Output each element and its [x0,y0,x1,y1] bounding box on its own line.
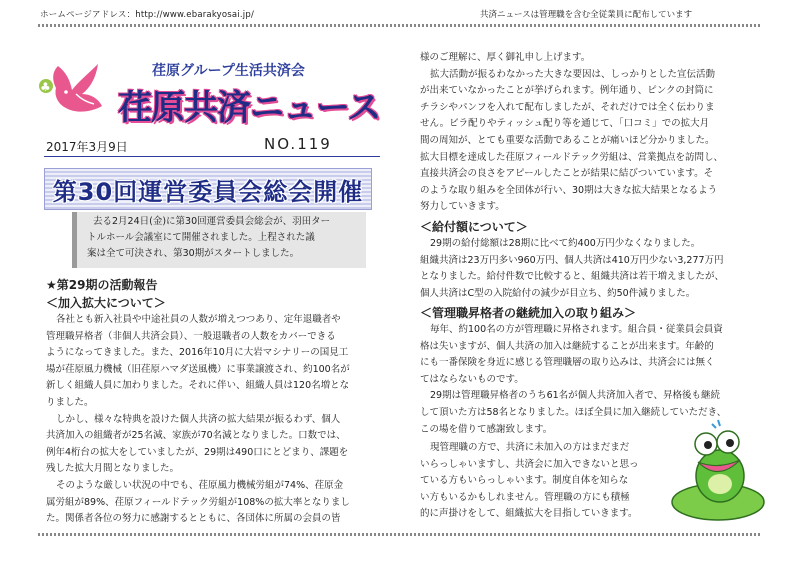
paragraph-membership [46,312,376,528]
bottom-divider [38,533,760,536]
text-line: して頂いた方は58名となりました。ほぼ全員に加入継続していただき、 [420,406,727,418]
text-line: りました。 [46,396,94,408]
paragraph-closing [420,440,670,523]
text-line: せん。ビラ配りやティッシュ配り等を通じて、「口コミ」での拡大月 [420,118,710,130]
issue-number: NO.119 [264,135,332,153]
text-line: 29期の給付総額は28期に比べて約400万円少なくなりました。 [430,238,701,249]
top-divider [38,24,760,27]
text-line: 努力していきます。 [420,201,505,213]
text-line: 共済加入の組織者が25名減、家族が70名減となりました。口数では、 [46,430,346,442]
text-line: となりました。給付件数で比較すると、組織共済は若干増えましたが、 [420,271,725,283]
notice-box [72,212,366,268]
text-line: 間の周知が、とても重要な活動であることが痛いほど分かりました。 [420,134,715,146]
text-line: 直接共済会の良さをアピールしたことが結果に結びついています。そ [420,168,714,180]
distribution-note: 共済ニュースは管理職を含む全従業員に配布しています [480,10,693,20]
text-line: そのような厳しい状況の中でも、荏原風力機械労組が74%、荏原金 [56,479,344,491]
text-line: 残した拡大月間となりました。 [46,463,180,475]
text-line: 的に声掛けをして、組織拡大を目指していきます。 [420,508,638,520]
subheading-benefits: ＜給付額について＞ [420,220,528,234]
text-line: この場を借りて感謝致します。 [420,423,553,435]
text-line: 新しく組織人員に加わりました。それに伴い、組織人員は120名増とな [46,380,350,392]
frog-illustration-icon [668,418,768,526]
section-heading: ★第29期の活動報告 [46,278,158,292]
text-line: 例年4桁台の拡大をしていましたが、29期は490口にとどまり、課題を [46,446,349,458]
subheading-managers: ＜管理職昇格者の継続加入の取り組み＞ [420,306,637,320]
paragraph-benefits [420,236,770,302]
text-line: 毎年、約100名の方が管理職に昇格されます。組合員・従業員会員資 [430,324,723,335]
text-line: にも一番保険を身近に感じる管理職層の取り込みは、共済会には無く [420,357,715,369]
text-line: 拡大活動が振るわなかった大きな要因は、しっかりとした宣伝活動 [430,68,716,80]
text-line: いらっしゃいますし、共済会に加入できないと思っ [420,458,639,470]
notice-line: トルホール会議室にて開催されました。上程された議 [87,232,315,243]
text-line: チラシやパンフを入れて配布しましたが、それだけでは全く伝わりま [420,101,715,113]
text-line: しかし、様々な特典を設けた個人共済の拡大結果が振るわず、個人 [56,413,341,425]
subheading-membership: ＜加入拡大について＞ [46,296,166,310]
headline-banner [44,168,372,210]
homepage-address: ホームページアドレス：http://www.ebarakyosai.jp/ [40,10,255,20]
text-line: 格は失いますが、個人共済の加入は継続することが出来ます。年齢的 [420,340,714,352]
text-line: ようになってきました。また、2016年10月に大岩マシナリーの国見工 [46,347,349,359]
issue-date: 2017年3月9日 [46,140,128,154]
headline-text: 第30回運営委員会総会開催 [52,177,364,206]
text-line: のような取り組みを全団体が行い、30期は大きな拡大結果となるよう [420,184,718,196]
text-line: ている方もいらっしゃいます。制度自体を知らな [420,475,629,487]
text-line: てはならないものです。 [420,373,524,385]
notice-line: 去る2月24日(金)に第30回運営委員会総会が、羽田ター [93,216,331,227]
paragraph-continued [420,50,770,216]
text-line: 現管理職の方で、共済に未加入の方はまだまだ [430,442,630,453]
text-line: が出来ていなかったことが挙げられます。例年通り、ピンクの封筒に [420,85,714,97]
text-line: 管理職昇格者（非個人共済会員）、一般退職者の人数をカバーできる [46,330,336,342]
text-line: い方もいるかもしれません。管理職の方にも積極 [420,491,630,503]
text-line: 各社とも新入社員や中途社員の人数が増えつつあり、定年退職者や [56,314,341,325]
text-line: 29期は管理職昇格者のうち61名が個人共済加入者で、昇格後も継続 [430,390,720,402]
text-line: た。関係者各位の努力に感謝するとともに、各団体に所属の会員の皆 [46,513,341,525]
masthead-underline [44,156,380,157]
organization-name: 荏原グループ生活共済会 [152,63,305,79]
text-line: 個人共済はC型の入院給付の減少が目立ち、約50件減りました。 [420,287,696,299]
bird-logo-icon [36,58,120,120]
text-line: 組織共済は23万円多い960万円、個人共済は410万円少ない3,277万円 [420,254,724,266]
notice-line: 案は全て可決され、第30期がスタートしました。 [87,248,300,259]
svg-text:♣: ♣ [40,80,51,94]
text-line: 様のご理解に、厚く御礼申し上げます。 [420,52,591,63]
newsletter-title: 荏原共済ニュース [118,88,381,128]
text-line: 場が荏原風力機械（旧荏原ハマダ送風機）に事業譲渡され、約100名が [46,363,350,375]
text-line: 属労組が89%、荏原フィールドテック労組が108%の拡大率となりまし [46,496,350,508]
text-line: 拡大目標を達成した荏原フィールドテック労組は、営業拠点を訪問し、 [420,151,724,163]
